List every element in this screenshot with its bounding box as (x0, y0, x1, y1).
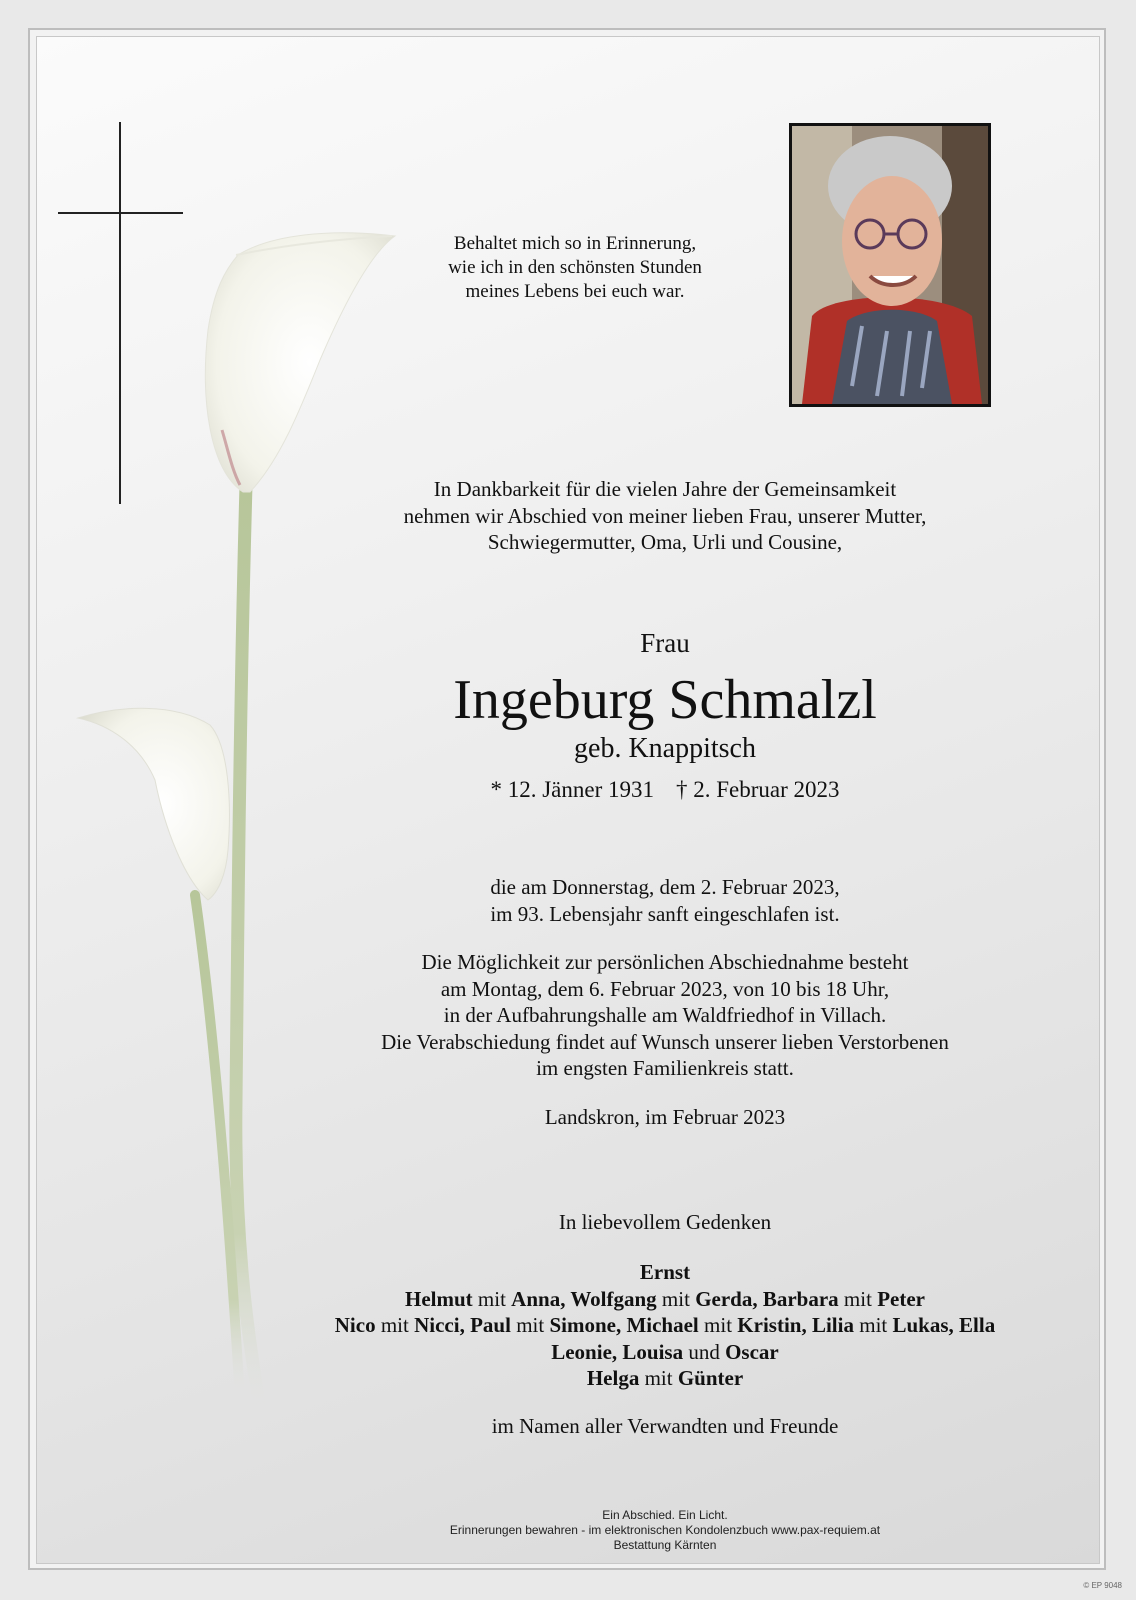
quote-line: meines Lebens bei euch war. (465, 281, 685, 302)
family-connector: und (683, 1339, 726, 1364)
family-name: Kristin, Lilia (737, 1313, 854, 1337)
print-code: © EP 9048 (1083, 1581, 1122, 1590)
family-name: Ernst (639, 1260, 691, 1284)
family-line (290, 1259, 1040, 1286)
family-list (290, 1259, 1040, 1392)
family-connector: mit (375, 1313, 415, 1337)
family-name: Gerda, Barbara (695, 1286, 839, 1311)
family-connector: mit (472, 1286, 512, 1311)
family-name: Peter (877, 1286, 925, 1311)
family-name: Oscar (725, 1339, 779, 1364)
memorial-quote (390, 232, 760, 304)
passing-line: im 93. Lebensjahr sanft eingeschlafen ist. (490, 901, 840, 926)
family-connector: mit (838, 1286, 878, 1311)
family-name: Nicci, Paul (414, 1313, 511, 1337)
family-name: Leonie, Louisa (551, 1339, 684, 1364)
life-dates (290, 777, 1040, 803)
passing-text (290, 874, 1040, 927)
family-name: Helga (586, 1366, 640, 1390)
family-name: Günter (677, 1366, 744, 1390)
family-connector: mit (510, 1313, 550, 1337)
quote-line: wie ich in den schönsten Stunden (448, 257, 702, 278)
passing-line: die am Donnerstag, dem 2. Februar 2023, (490, 875, 840, 899)
family-name: Lukas, Ella (892, 1313, 996, 1337)
family-line (290, 1286, 1040, 1313)
portrait-photo (789, 123, 991, 407)
relatives-line: im Namen aller Verwandten und Freunde (491, 1414, 839, 1438)
salutation: Frau (640, 628, 690, 658)
quote-line: Behaltet mich so in Erinnerung, (453, 233, 697, 254)
family-line (290, 1365, 1040, 1392)
footer-undertaker: Bestattung Kärnten (613, 1538, 717, 1552)
viewing-line: im engsten Familienkreis statt. (536, 1056, 794, 1080)
place-date: Landskron, im Februar 2023 (544, 1105, 786, 1129)
family-name: Nico (334, 1313, 376, 1337)
family-connector: mit (656, 1286, 696, 1311)
family-name: Helmut (405, 1286, 473, 1311)
viewing-line: in der Aufbahrungshalle am Waldfriedhof in Villach. (443, 1003, 887, 1027)
family-line (290, 1312, 1040, 1339)
memory-heading: In liebevollem Gedenken (558, 1210, 772, 1234)
footer-slogan: Ein Abschied. Ein Licht. (602, 1508, 728, 1522)
intro-line: nehmen wir Abschied von meiner lieben Frau, unserer Mutter, (403, 503, 927, 528)
family-line (290, 1339, 1040, 1366)
footer (290, 1508, 1040, 1553)
intro-line: Schwiegermutter, Oma, Urli und Cousine, (487, 530, 843, 554)
intro-line: In Dankbarkeit für die vielen Jahre der Gemeinsamkeit (433, 477, 897, 501)
birth-date: * 12. Jänner 1931 (490, 777, 654, 802)
family-name: Anna, Wolfgang (511, 1286, 657, 1311)
cross-vertical (119, 122, 121, 504)
family-name: Simone, Michael (549, 1313, 699, 1337)
death-date: † 2. Februar 2023 (676, 777, 840, 802)
intro-text (290, 476, 1040, 556)
viewing-line: Die Verabschiedung findet auf Wunsch unserer lieben Verstorbenen (381, 1029, 949, 1054)
family-connector: mit (853, 1313, 893, 1337)
family-connector: mit (639, 1366, 678, 1390)
deceased-name: Ingeburg Schmalzl (453, 669, 877, 731)
viewing-line: Die Möglichkeit zur persönlichen Abschiednahme besteht (421, 950, 909, 974)
maiden-name: geb. Knappitsch (574, 733, 756, 764)
footer-condolence-link[interactable]: Erinnerungen bewahren - im elektronischen Kondolenzbuch www.pax-requiem.at (449, 1523, 881, 1537)
cross-horizontal (58, 212, 183, 214)
family-connector: mit (698, 1313, 738, 1337)
viewing-line: am Montag, dem 6. Februar 2023, von 10 bis 18 Uhr, (440, 976, 890, 1001)
viewing-text (290, 949, 1040, 1082)
